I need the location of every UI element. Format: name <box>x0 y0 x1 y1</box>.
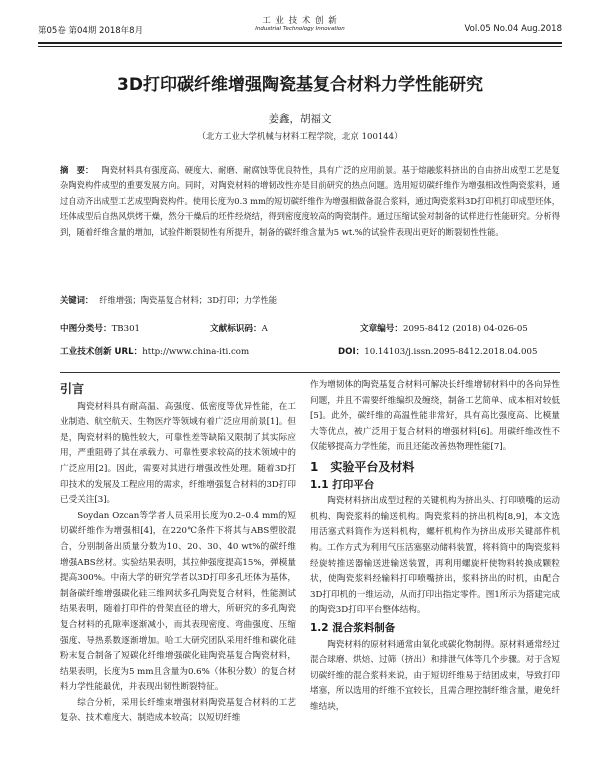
section-1-2-paragraph: 陶瓷材料的原材料通常由氧化或碳化物制得。原材料通常经过混合球磨、烘焙、过筛（挤出）和排泄气体等几个步骤。对于含短切碳纤维的混合浆料来说，由于短切纤维易于结团成束，导致打印堵塞，所以选用的纤维不宜较长，且需合理控制纤维含量，避免纤维结块， <box>310 639 560 712</box>
clc-value: TB301 <box>111 324 141 334</box>
clc-field <box>60 322 140 334</box>
doi-field <box>338 345 537 357</box>
paper-affiliation: （北方工业大学机械与材料工程学院，北京 100144） <box>197 132 403 142</box>
paper-authors: 姜鑫，胡福文 <box>268 113 332 125</box>
intro-paragraph-2: Soydan Ozcan等学者人员采用长度为0.2–0.4 mm的短切碳纤维作为增强相[4]，在220℃条件下将其与ABS塑胶混合，分别制备出质量分数为10、20、30、40 wt%的碳纤维增强ABS丝材。实验结果表明，其拉伸强度提高15%，弹模量提高300%。中南大学的研究学者以3D打印多孔坯体为基体，制备碳纤维增强碳化硅三维网状多孔陶瓷复合材料，性能测试结果表明，随着打印件的骨架直径的增大，所研究的多孔陶瓷复合材料的孔隙率逐渐减小，而其表现密度、弯曲强度、压缩强度、导热系数逐渐增加。哈工大研究团队采用纤维和碳化硅粉末复合制备了短碳化纤维增强碳化硅陶瓷基复合陶瓷材料，结果表明，长度为5 mm且含量为0.6%（体积分数）的复合材料力学性能最优，并表现出韧性断裂特征。 <box>60 510 296 693</box>
section-1-1-paragraph: 陶瓷材料挤出成型过程的关键机构为挤出头、打印喷嘴的运动机构、陶瓷浆料的输送机构。陶瓷浆料的挤出机构[8,9]，本文选用活塞式料筒作为送料机构，螺杆机构作为挤出成形关键部件机构。工作方式为利用气压活塞驱动储料装置，将料筒中的陶瓷浆料经旋转推送器输送进输送装置，再利用螺旋杆使物料转换成颗粒状，使陶瓷浆料经输料打印喷嘴挤出，浆料挤出的时机，由配合3D打印机的一维运动，从而打印出指定零件。图1所示为搭建完成的陶瓷3D打印平台整体结构。 <box>310 496 560 616</box>
abstract-label: 摘 要： <box>60 165 94 175</box>
doc-code-value: A <box>261 324 268 334</box>
intro-paragraph-1: 陶瓷材料具有耐高温、高强度、低密度等优异性能，在工业制造、航空航天、生物医疗等领域有着广泛应用前景[1]。但是，陶瓷材料的脆性较大，可靠性差等缺陷又限制了其实际应用，严重阻碍了其在承载力、可靠性要求较高的技术领域中的广泛应用[2]。因此，需要对其进行增强改性处理。随着3D打印技术的发展及工程应用的需求，纤维增强复合材料的3D打印已受关注[3]。 <box>60 401 296 506</box>
url-field <box>60 345 249 357</box>
section-1-2-heading: 1.2 混合浆料制备 <box>310 621 396 634</box>
keywords-label: 关键词： <box>60 295 94 305</box>
doi-label: DOI： <box>338 347 365 357</box>
article-no-value: 2095-8412 (2018) 04-026-05 <box>402 324 528 334</box>
header-journal-en: Industrial Technology Innovation <box>255 26 345 32</box>
doc-code-label: 文献标识码： <box>210 324 262 334</box>
intro-continued-paragraph: 作为增韧体的陶瓷基复合材料可解决长纤维增韧材料中的各向异性问题，并且不需要纤维编织及缠绕，制备工艺简单、成本相对较低[5]。此外，碳纤维的高温性能非常好，具有高比强度高、比模量大等优点，被广泛用于复合材料的增强材料[6]。用碳纤维改性不仅能够提高力学性能，而且还能改善热物理性能[7]。 <box>310 380 560 453</box>
paper-title: 3D打印碳纤维增强陶瓷基复合材料力学性能研究 <box>117 75 483 95</box>
intro-paragraph-3: 综合分析，采用长纤维束增强材料陶瓷基复合材料的工艺复杂、技术难度大、制造成本较高；以短切纤维 <box>60 697 296 724</box>
abstract <box>60 163 560 240</box>
clc-label: 中图分类号： <box>60 324 112 334</box>
intro-heading: 引言 <box>60 382 85 396</box>
doi-value[interactable]: 10.14103/j.issn.2095-8412.2018.04.005 <box>364 347 538 357</box>
body-separator <box>60 372 560 373</box>
article-no-label: 文章编号： <box>360 324 403 334</box>
article-no-field <box>360 322 528 334</box>
url-value[interactable]: http://www.china-iti.com <box>142 347 250 357</box>
keywords-text: 纤维增强；陶瓷基复合材料；3D打印；力学性能 <box>99 295 278 305</box>
journal-header <box>38 10 562 40</box>
header-rule-thick <box>38 42 562 44</box>
doc-code-field <box>210 322 268 334</box>
url-label: 工业技术创新 URL： <box>60 347 143 357</box>
section-1-heading: 1 实验平台及材料 <box>310 459 415 474</box>
header-journal-cn: 工 业 技 术 创 新 <box>262 16 338 26</box>
section-1-1-heading: 1.1 打印平台 <box>310 478 375 491</box>
abstract-text: 陶瓷材料具有强度高、硬度大、耐磨、耐腐蚀等优良特性，具有广泛的应用前景。基于熔融浆料挤出的自由挤出成型工艺是复杂陶瓷构件成型的重要发展方向。同时，对陶瓷材料的增韧改性亦是目前研究的热点问题。选用短切碳纤维作为增强相改性陶瓷浆料，通过自动齐出成型工艺成型陶瓷构件。使用长度为0.3 mm的短切碳纤维作为增强相做备混合浆料，通过陶瓷浆料3D打印机打印成型坯体，坯体成型后自热风烘烤干燥，然分干燥后的坯件经烧结，得到密度度较高的陶瓷制件。通过压缩试验对制备的试样进行性能研究。分析得到，随着纤维含量的增加，试验件断裂韧性有所提升，制备的碳纤维含量为5 wt.%的试验件表现出更好的断裂韧性性能。 <box>60 165 560 237</box>
header-rule-thin <box>38 46 562 47</box>
right-column <box>310 378 560 715</box>
keywords <box>60 294 560 306</box>
header-volume: Vol.05 No.04 Aug.2018 <box>464 24 562 34</box>
left-column <box>60 378 296 727</box>
header-issue: 第05卷 第04期 2018年8月 <box>38 26 144 36</box>
